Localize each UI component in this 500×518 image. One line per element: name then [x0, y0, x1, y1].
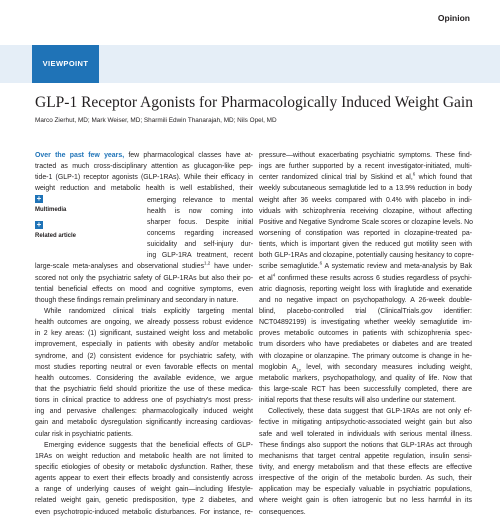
- body-line: ing and pervasive challenges: pharmacologically induced weight: [35, 408, 253, 416]
- body-line: gain and metabolic dysregulation significantly increasing cardiovas-: [35, 419, 253, 427]
- body-line: Collectively, these data suggest that GLP-1RAs are not only ef-: [268, 408, 472, 416]
- body-line: fective in mitigating antipsychotic-associated weight gain but also: [259, 419, 472, 427]
- lead-in: Over the past few years,: [35, 152, 125, 159]
- body-line: scored not only the psychiatric safety of GLP-1RAs but also their po-: [35, 274, 253, 282]
- body-line: though these findings remain preliminary and secondary in nature.: [35, 296, 239, 304]
- body-line: Positive and Negative Syndrome Scale scores or clozapine levels. No: [259, 218, 474, 226]
- body-line: 1RAs on weight reduction and metabolic health are not limited to: [35, 452, 253, 460]
- body-line: tivity, and energy metabolism and that these effects are effective: [259, 463, 472, 471]
- body-line: weight reduction and metabolic health is well established, their: [35, 185, 253, 193]
- body-line: pressure—without exacerbating psychiatric symptoms. These find-: [259, 152, 472, 159]
- body-line: initial reports that these results will also underline our statement.: [259, 397, 457, 405]
- section-label: Opinion: [437, 13, 470, 23]
- body-line: consequences.: [259, 508, 306, 516]
- body-line: this large-scale RCT has been successfully completed, there are: [259, 385, 472, 393]
- header-band: [0, 45, 500, 83]
- body-line: safe and well tolerated in individuals with serious mental illness.: [259, 430, 472, 438]
- body-line: tide-1 (GLP-1) receptor agonists (GLP-1RAs). While their efficacy in: [35, 174, 253, 182]
- body-line: scribe semaglutide.$^6$ A systematic review and meta-analysis by Bak: [259, 261, 472, 271]
- plus-icon[interactable]: +: [36, 193, 42, 203]
- body-line: application may be especially valuable in psychiatric populations,: [259, 486, 472, 494]
- body-line: emerging relevance to mental: [147, 196, 253, 204]
- body-line: and no negative impact on psychopathology. A 26-week double-: [259, 296, 472, 304]
- body-line: metabolic markers, psychopathology, and quality of life. Now that: [259, 374, 472, 382]
- body-line: moglobin $A_{1c}$ level, with secondary measures including weight,: [259, 363, 472, 373]
- body-line: Emerging evidence suggests that the beneficial effects of GLP-: [44, 441, 253, 449]
- body-line: ing GLP-1RA treatment, recent: [147, 252, 253, 260]
- body-line: These findings also support the notions that GLP-1RAs act through: [259, 441, 472, 449]
- body-line: irrespective of the origin of the metabolic burden. As such, their: [259, 475, 472, 483]
- body-line: tients, which is important given the reduced gut motility seen with: [259, 241, 472, 249]
- body-line: concerns regarding increased: [147, 229, 253, 237]
- sidebar: [35, 195, 125, 247]
- body-line: where weight gain is often iatrogenic but no less harmful in its: [259, 497, 472, 505]
- body-line: agents appear to exert their effects broadly and consistently across: [35, 475, 253, 483]
- body-line: tions in clinical practice to address one of psychiatry's most press-: [35, 397, 253, 405]
- body-line: sharper focus. Despite initial: [147, 218, 253, 226]
- multimedia-link[interactable]: Multimedia: [35, 206, 67, 213]
- body-line: that the psychiatric field should prioritize the use of these medica-: [35, 385, 253, 393]
- body-line: viduals with schizophrenia receiving clozapine, without affecting: [259, 207, 472, 215]
- body-line: weight after 36 weeks compared with 0.4% with placebo in indi-: [259, 196, 472, 204]
- related-article-link[interactable]: Related article: [35, 232, 77, 239]
- body-line: cular risk in psychiatric patients.: [35, 430, 133, 438]
- body-line: in 2 key areas: (1) significant, sustained weight loss and metabolic: [35, 330, 253, 338]
- body-line: mechanisms that target central appetite regulation, insulin sensi-: [259, 452, 472, 460]
- body-line: both GLP-1RAs and clozapine, potentially causing hesitancy to copre-: [259, 252, 474, 260]
- body-line: health is now coming into: [147, 207, 253, 215]
- body-line: atric diagnosis, reporting weight loss with liraglutide and exenatide: [259, 285, 472, 293]
- body-line: tential beneficial effects on mood and cognitive symptoms, even: [35, 285, 253, 293]
- body-line: blind, placebo-controlled trial (ClinicalTrials.gov identifier:: [259, 307, 472, 315]
- body-line: ings are further supported by a recent investigator-initiated, multi-: [259, 163, 472, 171]
- body-line: specific etiologies of obesity or metabolic dysfunction. Rather, these: [35, 463, 253, 471]
- body-line: large-scale meta-analyses and observational studies$^{1,2}$ have under-: [35, 261, 253, 271]
- plus-icon[interactable]: +: [36, 219, 42, 229]
- body-line: worsening of constipation was reported in clozapine-treated pa-: [259, 229, 472, 237]
- body-line: center randomized clinical trial by Siskind et al,$^6$ which found that: [259, 171, 473, 182]
- body-line: most studies reporting neutral or even favorable effects on mental: [35, 363, 253, 371]
- article-title: GLP-1 Receptor Agonists for Pharmacologically Induced Weight Gain: [35, 94, 473, 111]
- body-line: NCT04892199) is investigating whether weekly semaglutide im-: [259, 319, 472, 327]
- body-line: weekly subcutaneous semaglutide led to a 13.9% reduction in body: [259, 185, 472, 193]
- body-line: tracted as much cross-disciplinary attention as glucagon-like pep-: [35, 163, 253, 171]
- body-line: health outcomes are ongoing, we already possess robust evidence: [35, 319, 253, 327]
- body-line: improvement, especially in patients with obesity and/or metabolic: [35, 341, 253, 349]
- body-line: Over the past few years, few pharmacological classes have at-: [35, 152, 253, 159]
- column-right: [259, 150, 472, 518]
- sidebar-wrap: [35, 195, 253, 262]
- article-authors: Marco Zierhut, MD; Mark Weiser, MD; Sharmili Edwin Thanarajah, MD; Nils Opel, MD: [35, 117, 277, 124]
- body-line: et $al^4$ confirmed these results across 6 studies regardless of psychi-: [259, 272, 472, 282]
- body-line: with clozapine or olanzapine. The primary outcome is change in he-: [259, 352, 472, 360]
- body-line: trum disorders who have prediabetes or diabetes and are treated: [259, 341, 472, 349]
- viewpoint-tag: VIEWPOINT: [32, 45, 99, 83]
- body-line: related weight gain, genetic predisposition, type 2 diabetes, and: [35, 497, 253, 505]
- column-left: [35, 150, 253, 518]
- body-line: syndrome, and (2) consistent evidence for psychiatric safety, with: [35, 352, 253, 360]
- body-line: health outcomes. Considering the available evidence, we argue: [35, 374, 253, 382]
- body-line: While randomized clinical trials explicitly targeting mental: [44, 307, 253, 315]
- body-line: even psychotropic-induced metabolic disturbances. For instance, re-: [35, 508, 253, 516]
- body-line: a range of underlying causes of weight gain—including lifestyle-: [35, 486, 253, 494]
- body-line: suicidality and self-injury dur-: [147, 241, 253, 249]
- body-line: proves metabolic outcomes in patients with schizophrenia spec-: [259, 330, 472, 338]
